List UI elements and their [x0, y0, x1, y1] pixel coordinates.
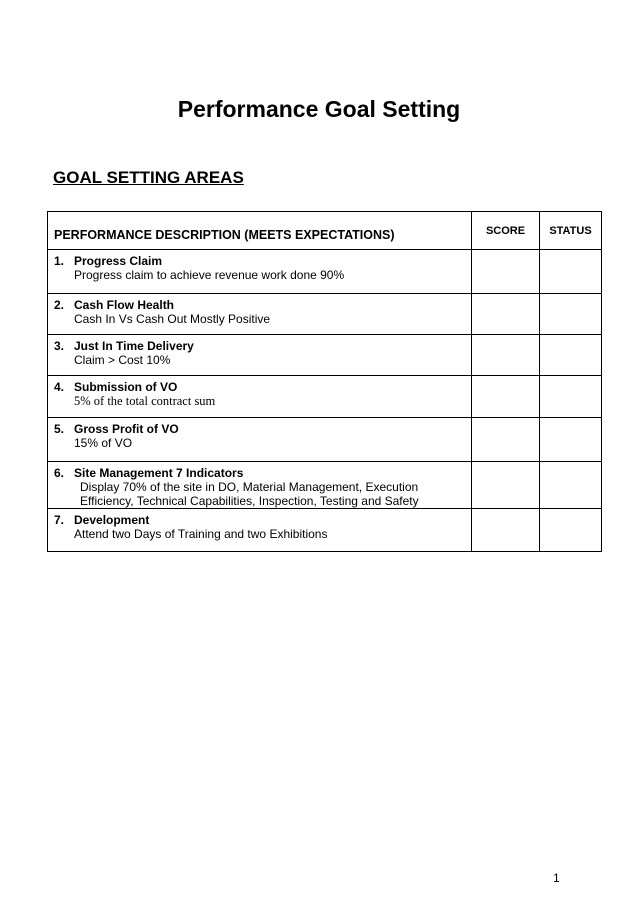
goal-description-cell [48, 376, 472, 418]
table-row [48, 462, 602, 509]
section-heading: GOAL SETTING AREAS [53, 168, 244, 187]
goal-detail: Display 70% of the site in DO, Material Management, Execution [80, 480, 419, 494]
goal-name: Development [74, 513, 150, 527]
status-cell[interactable] [540, 418, 602, 462]
goal-description-cell [48, 335, 472, 376]
table-row [48, 250, 602, 294]
score-cell[interactable] [472, 418, 540, 462]
status-cell[interactable] [540, 294, 602, 335]
table-header-row [48, 212, 602, 250]
score-cell[interactable] [472, 250, 540, 294]
score-cell[interactable] [472, 294, 540, 335]
goal-detail: Claim > Cost 10% [74, 353, 171, 367]
score-cell[interactable] [472, 509, 540, 552]
goal-detail: Cash In Vs Cash Out Mostly Positive [74, 312, 271, 326]
score-cell[interactable] [472, 335, 540, 376]
goal-number: 1. [54, 254, 65, 268]
header-status: STATUS [540, 212, 602, 250]
goal-name: Submission of VO [74, 380, 178, 394]
goal-description-cell [48, 462, 472, 509]
goal-description-cell [48, 418, 472, 462]
header-score: SCORE [472, 212, 540, 250]
goal-number: 5. [54, 422, 65, 436]
table-row [48, 376, 602, 418]
goal-name: Site Management 7 Indicators [74, 466, 244, 480]
status-cell[interactable] [540, 462, 602, 509]
page-title: Performance Goal Setting [177, 96, 461, 122]
goal-detail: 15% of VO [74, 436, 133, 450]
goal-number: 7. [54, 513, 65, 527]
status-cell[interactable] [540, 509, 602, 552]
table-row [48, 418, 602, 462]
goal-name: Just In Time Delivery [74, 339, 194, 353]
goal-number: 4. [54, 380, 65, 394]
goal-description-cell [48, 250, 472, 294]
goal-table [47, 211, 602, 552]
goal-name: Gross Profit of VO [74, 422, 179, 436]
goal-description-cell [48, 294, 472, 335]
status-cell[interactable] [540, 335, 602, 376]
header-description: PERFORMANCE DESCRIPTION (MEETS EXPECTATIONS) [48, 212, 472, 250]
goal-detail: Efficiency, Technical Capabilities, Inspection, Testing and Safety [80, 494, 419, 508]
table-row [48, 335, 602, 376]
goal-number: 2. [54, 298, 65, 312]
goal-detail: Attend two Days of Training and two Exhibitions [74, 527, 328, 541]
goal-description-cell [48, 509, 472, 552]
goal-number: 6. [54, 466, 65, 480]
goal-detail: 5% of the total contract sum [74, 394, 216, 408]
goal-detail: Progress claim to achieve revenue work done 90% [74, 268, 345, 282]
goal-number: 3. [54, 339, 65, 353]
table-row [48, 509, 602, 552]
goal-name: Cash Flow Health [74, 298, 175, 312]
status-cell[interactable] [540, 376, 602, 418]
goal-name: Progress Claim [74, 254, 163, 268]
score-cell[interactable] [472, 376, 540, 418]
page-number: 1 [553, 871, 560, 885]
status-cell[interactable] [540, 250, 602, 294]
table-row [48, 294, 602, 335]
score-cell[interactable] [472, 462, 540, 509]
